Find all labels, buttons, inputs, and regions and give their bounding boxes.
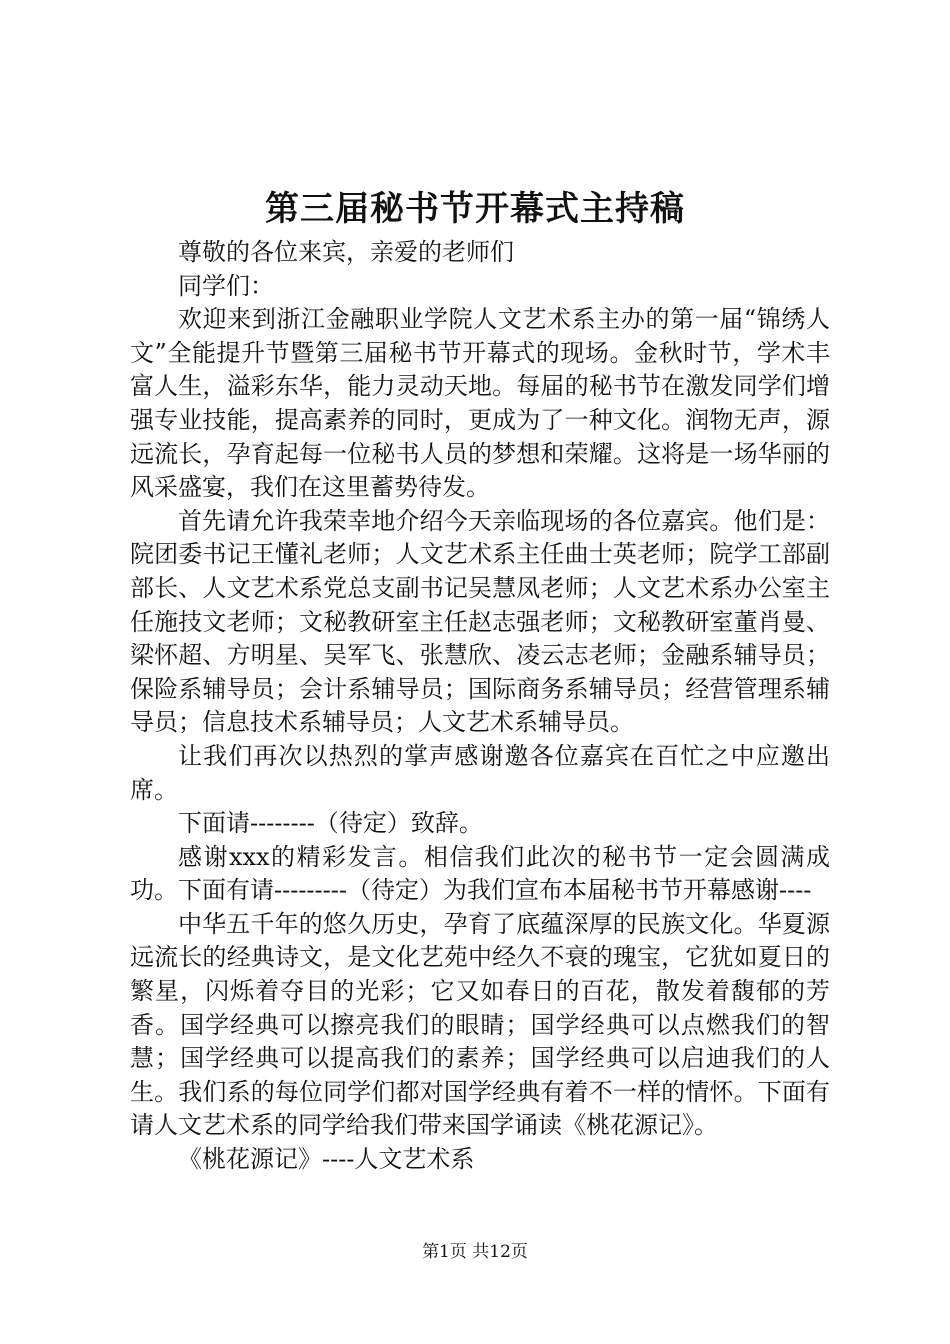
salutation-line: 同学们： xyxy=(178,271,274,300)
page-footer: 第1页 共12页 xyxy=(422,1242,528,1262)
document-title: 第三届秘书节开幕式主持稿 xyxy=(265,189,685,229)
body-paragraph: 《桃花源记》----人文艺术系 xyxy=(178,1145,475,1174)
body-paragraph: 欢迎来到浙江金融职业学院人文艺术系主办的第一届“锦绣人文”全能提升节暨第三届秘书节开幕式的现场。金秋时节，学术丰富人生，溢彩东华，能力灵动天地。每届的秘书节在激发同学们增强专业技能，提高素养的同时，更成为了一种文化。润物无声，源远流长，孕育起每一位秘书人员的梦想和荣耀。这将是一场华丽的风采盛宴，我们在这里蓄势待发。 xyxy=(130,305,830,502)
body-paragraph: 中华五千年的悠久历史，孕育了底蕴深厚的民族文化。华夏源远流长的经典诗文，是文化艺苑中经久不衰的瑰宝，它犹如夏日的繁星，闪烁着夺目的光彩；它又如春日的百花，散发着馥郁的芳香。国学经典可以擦亮我们的眼睛；国学经典可以点燃我们的智慧；国学经典可以提高我们的素养；国学经典可以启迪我们的人生。我们系的每位同学们都对国学经典有着不一样的情怀。下面有请人文艺术系的同学给我们带来国学诵读《桃花源记》。 xyxy=(130,909,830,1140)
body-paragraph: 下面请--------（待定）致辞。 xyxy=(178,809,483,838)
document-body xyxy=(130,236,830,1177)
body-paragraph: 感谢xxx的精彩发言。相信我们此次的秘书节一定会圆满成功。下面有请---------（待定）为我们宣布本届秘书节开幕感谢---- xyxy=(130,842,830,905)
salutation-line: 尊敬的各位来宾，亲爱的老师们 xyxy=(178,238,514,266)
body-paragraph: 让我们再次以热烈的掌声感谢邀各位嘉宾在百忙之中应邀出席。 xyxy=(130,741,830,804)
body-paragraph: 首先请允许我荣幸地介绍今天亲临现场的各位嘉宾。他们是：院团委书记王懂礼老师；人文艺术系主任曲士英老师；院学工部副部长、人文艺术系党总支副书记吴慧凤老师；人文艺术系办公室主任施技文老师；文秘教研室主任赵志强老师；文秘教研室董肖曼、梁怀超、方明星、吴军飞、张慧欣、凌云志老师；金融系辅导员；保险系辅导员；会计系辅导员；国际商务系辅导员；经营管理系辅导员；信息技术系辅导员；人文艺术系辅导员。 xyxy=(130,506,830,737)
